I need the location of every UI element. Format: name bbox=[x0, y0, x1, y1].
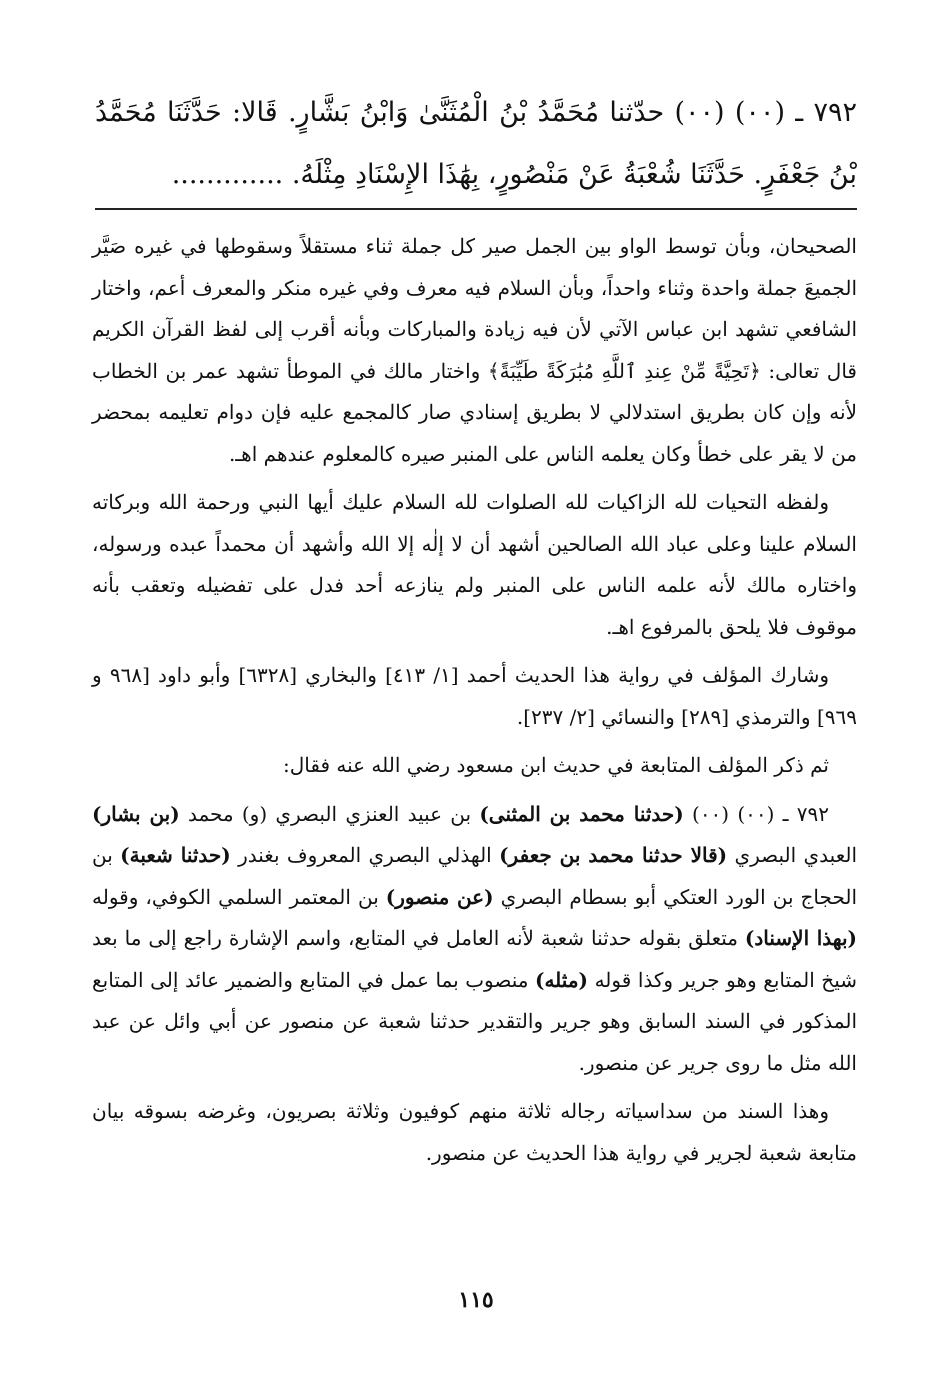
text-run: منصوب بما عمل في المتابع والضمير عائد إلى المتابع المذكور في السند السابق وهو جرير والتقدير حدثنا شعبة عن منصور عن أبي وائل عن عبد الله مثل ما روى جرير عن منصور. bbox=[92, 967, 857, 1075]
bold-quote: (عن منصور) bbox=[385, 884, 494, 909]
commentary-paragraph: وشارك المؤلف في رواية هذا الحديث أحمد [١/ ٤١٣] والبخاري [٦٣٢٨] وأبو داود [٩٦٨ و ٩٦٩] والترمذي [٢٨٩] والنسائي [٢/ ٢٣٧]. bbox=[92, 663, 857, 729]
text-run: بن المعتمر السلمي الكوفي، وقوله bbox=[92, 884, 386, 909]
text-run: متعلق بقوله حدثنا شعبة لأنه العامل في المتابع، واسم الإشارة راجع إلى ما بعد شيخ المتابع وهو جرير وكذا قوله bbox=[92, 926, 857, 992]
commentary-paragraph: ولفظه التحيات لله الزاكيات لله الصلوات لله السلام عليك أيها النبي ورحمة الله وبركاته السلام علينا وعلى عباد الله الصالحين أشهد أن لا إلٰه إلا الله وأشهد أن محمداً عبده ورسوله، واختاره مالك لأنه علمه الناس على المنبر ولم ينازعه أحد فدل على تفضيله وتعقب بأنه موقوف فلا يلحق بالمرفوع اهـ. bbox=[92, 490, 857, 639]
footnote-divider bbox=[95, 208, 857, 210]
bold-quote: (قالا حدثنا محمد بن جعفر) bbox=[499, 843, 728, 867]
bold-quote: (مثله) bbox=[535, 967, 589, 992]
isnad-paragraph bbox=[92, 794, 857, 1085]
bold-quote: (بن بشار) bbox=[92, 801, 180, 826]
page-number: ١١٥ bbox=[458, 1287, 494, 1313]
commentary-paragraph: ثم ذكر المؤلف المتابعة في حديث ابن مسعود رضي الله عنه فقال: bbox=[282, 753, 829, 777]
text-run: بن الحجاج بن الورد العتكي أبو بسطام البصري bbox=[92, 843, 857, 909]
text-run: بن عبيد العنزي البصري (و) محمد bbox=[179, 801, 480, 826]
text-run: ٧٩٢ ـ (٠٠) (٠٠) bbox=[683, 801, 829, 826]
bold-quote: (بهذا الإسناد) bbox=[744, 926, 857, 950]
hadith-text: ٧٩٢ ـ (٠٠) (٠٠) حدّثنا مُحَمَّدُ بْنُ الْمُثَنَّىٰ وَابْنُ بَشَّارٍ. قَالا: حَدَّثَنَا مُحَمَّدُ بْنُ جَعْفَرٍ. حَدَّثَنَا شُعْبَةُ عَنْ مَنْصُورٍ، بِهَٰذَا الإِسْنَادِ مِثْلَهُ. ............. bbox=[95, 97, 858, 190]
commentary-paragraph: الصحيحان، وبأن توسط الواو بين الجمل صير كل جملة ثناء مستقلاً وسقوطها في غيره صَيَّر الجميعَ جملة واحدة وثناء واحداً، وبأن السلام فيه معرف وفي غيره منكر والمعرف أعم، واختار الشافعي تشهد ابن عباس الآتي لأن فيه زيادة والمباركات وبأنه أقرب إلى لفظ القرآن الكريم قال تعالى: ﴿تَحِيَّةً مِّنْ عِندِ ٱللَّهِ مُبَٰرَكَةً طَيِّبَةً﴾ واختار مالك في الموطأ تشهد عمر بن الخطاب لأنه وإن كان بطريق استدلالي لا بطريق إسنادي صار كالمجمع عليه فإن دوام تعليمه بمحضر من لا يقر على خطأ وكان يعلمه الناس على المنبر صيره كالمعلوم عندهم اهـ. bbox=[92, 234, 857, 466]
text-run: الهذلي البصري المعروف بغندر bbox=[230, 843, 500, 867]
bold-quote: (حدثنا شعبة) bbox=[120, 843, 231, 867]
bold-quote: (حدثنا محمد بن المثنى) bbox=[479, 801, 684, 826]
commentary-section bbox=[92, 226, 857, 1181]
commentary-paragraph: وهذا السند من سداسياته رجاله ثلاثة منهم كوفيون وثلاثة بصريون، وغرضه بسوقه بيان متابعة شعبة لجرير في رواية هذا الحديث عن منصور. bbox=[92, 1099, 857, 1165]
text-run: العبدي البصري bbox=[727, 843, 858, 867]
